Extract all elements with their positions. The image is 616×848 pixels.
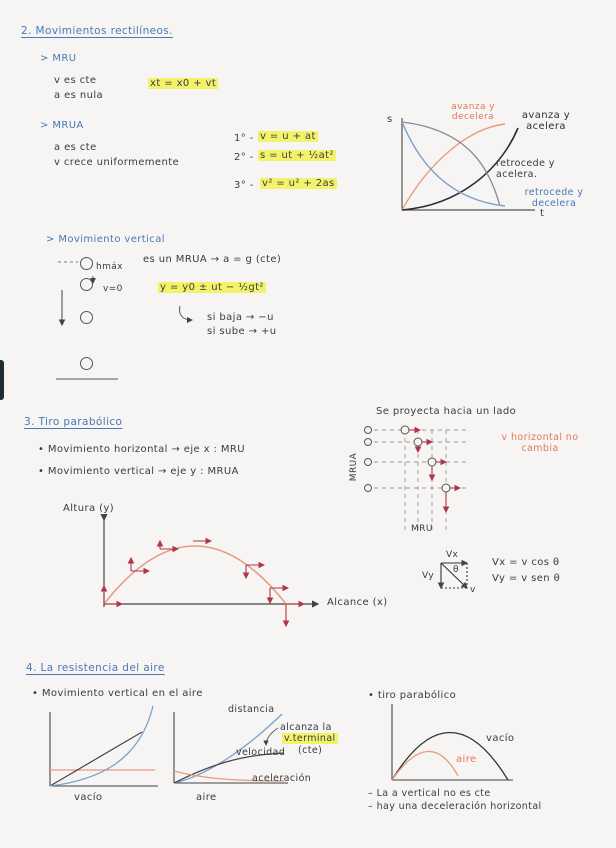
bullet-tiro: • tiro parabólico [368,690,457,701]
eq1-formula: v = u + at [260,131,316,142]
vertical-formula: y = y0 ± ut − ½gt² [160,282,264,293]
vy-label: Vy [422,571,435,581]
bullet-horizontal: • Movimiento horizontal → eje x : MRU [38,444,245,455]
bullet-horizontal-text: Movimiento horizontal → eje x : MRU [47,444,245,455]
bullet-vertical: • Movimiento vertical → eje y : MRUA [38,466,239,477]
bullet-tiro-text: tiro parabólico [377,690,457,701]
vertical-statement: es un MRUA → a = g (cte) [143,254,282,265]
label-retrocede-decelera: retrocede y decelera [524,187,584,209]
v0-label: v=0 [103,284,123,294]
bullet-air-vertical-text: Movimiento vertical en el aire [41,688,203,699]
annot-vterminal: v.terminal [284,733,336,744]
vertical-motion-diagram [56,262,192,379]
annot-alcanza: alcanza la [280,722,332,733]
eq3-formula: v² = u² + 2as [262,178,335,189]
mrua-line-1: a es cte [54,142,97,153]
ball-top [80,257,93,270]
projection-note: v horizontal no cambia [501,432,579,454]
projection-title: Se proyecta hacia un lado [376,406,517,417]
section-2-title: 2. Movimientos rectilíneos. [21,25,173,37]
vx-label: Vx [446,550,459,560]
mru-bottom-label: MRU [411,524,433,534]
hmax-label: hmáx [96,262,123,272]
case-baja: si baja → −u [207,312,274,323]
bullet-air-vertical: • Movimiento vertical en el aire [32,688,203,699]
alcance-label: Alcance (x) [327,597,388,608]
eq2-formula: s = ut + ½at² [260,150,334,161]
vy-equation: Vy = v sen θ [492,573,561,584]
annot-distancia: distancia [228,704,275,715]
note-2-text: hay una deceleración horizontal [376,801,542,812]
page-edge-mark [0,360,4,400]
parabola [104,546,286,604]
note-2: – hay una deceleración horizontal [368,801,542,812]
graph3-aire-label: aire [456,754,477,765]
curve-retrocede-acelera [402,122,500,206]
graph-vacio-label: vacío [74,792,103,803]
label-avanza-acelera: avanza y acelera [521,110,571,132]
curve-avanza-decelera [402,124,505,210]
bullet-vertical-text: Movimiento vertical → eje y : MRUA [47,466,239,477]
case-sube: si sube → +u [207,326,277,337]
label-avanza-decelera: avanza y decelera [451,102,495,122]
mru-line-2: a es nula [54,90,104,101]
altura-label: Altura (y) [63,503,115,514]
air-graph-vacio [50,706,158,786]
ball-3 [80,311,93,324]
eq1-label: 1° - [234,133,254,144]
curve-retrocede-decelera [402,122,505,206]
theta-label: θ [453,565,459,575]
annot-aceleracion: aceleración [252,773,312,784]
ball-2 [80,278,93,291]
mru-heading: > MRU [40,53,77,64]
graph-s-label: s [387,114,393,125]
mrua-line-2: v crece uniformemente [54,157,180,168]
graph3-vacio-label: vacío [486,733,515,744]
mrua-heading: > MRUA [40,120,84,131]
v-label: v [470,585,476,595]
mru-line-1: v es cte [54,75,97,86]
note-1: – La a vertical no es cte [368,788,491,799]
ball-bottom [80,357,93,370]
note-1-text: La a vertical no es cte [376,788,491,799]
label-retrocede-acelera: retrocede y acelera. [496,158,555,180]
eq2-label: 2° - [234,152,254,163]
mrua-side-label: MRUA [349,452,360,482]
mru-formula: xt = x0 + vt [150,78,217,89]
annot-cte: (cte) [298,745,323,756]
graph-aire-label: aire [196,792,217,803]
section-4-title: 4. La resistencia del aire [26,662,165,674]
section-3-title: 3. Tiro parabólico [24,416,123,428]
eq3-label: 3° - [234,180,254,191]
graph-t-label: t [540,208,545,219]
annot-velocidad: velocidad [236,747,286,758]
vertical-heading: > Movimiento vertical [46,234,165,245]
projectile-graph [104,520,318,626]
vx-equation: Vx = v cos θ [492,557,560,568]
projection-diagram [365,426,471,530]
